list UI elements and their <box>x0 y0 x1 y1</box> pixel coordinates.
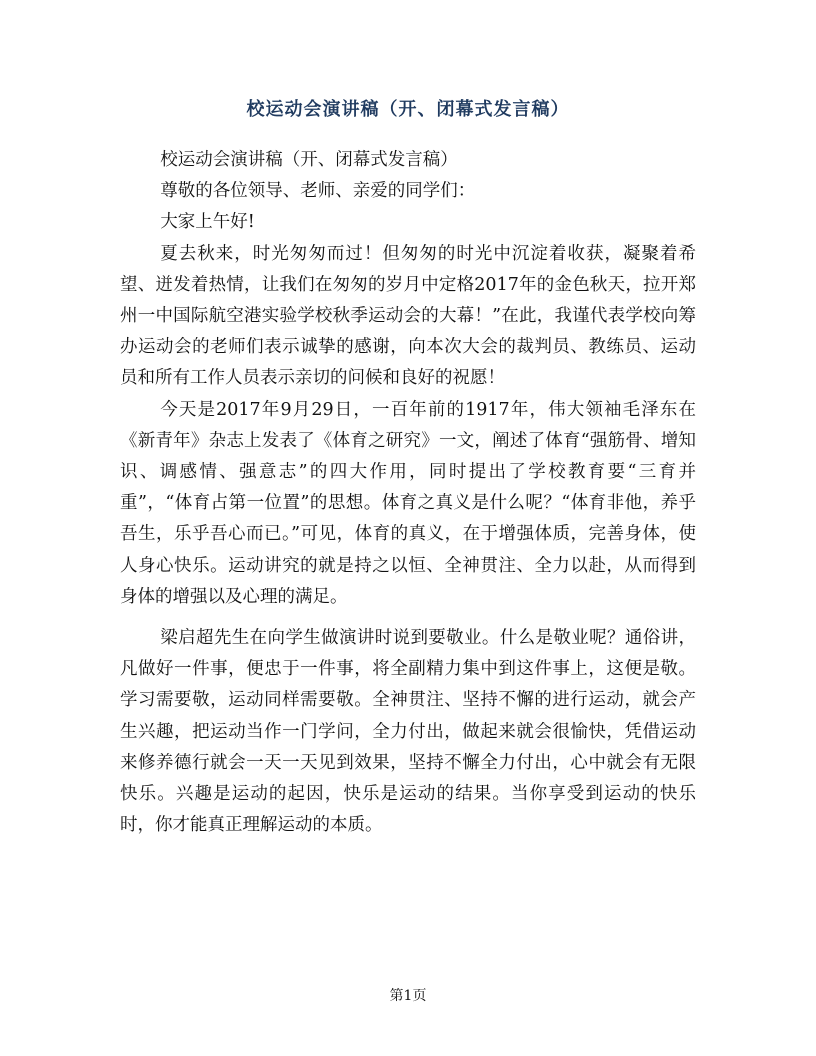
body-paragraph: 梁启超先生在向学生做演讲时说到要敬业。什么是敬业呢？通俗讲，凡做好一件事，便忠于一件事，将全副精力集中到这件事上，这便是敬。学习需要敬，运动同样需要敬。全神贯注、坚持不懈的进行运动，就会产生兴趣，把运动当作一门学问，全力付出，做起来就会很愉快，凭借运动来修养德行就会一天一天见到效果，坚持不懈全力付出，心中就会有无限快乐。兴趣是运动的起因，快乐是运动的结果。当你享受到运动的快乐时，你才能真正理解运动的本质。 <box>120 628 696 836</box>
salutation-paragraph: 尊敬的各位领导、老师、亲爱的同学们： <box>160 181 476 202</box>
document-title: 校运动会演讲稿（开、闭幕式发言稿） <box>246 99 570 120</box>
body-paragraph: 今天是2017年9月29日，一百年前的1917年，伟大领袖毛泽东在《新青年》杂志上发表了《体育之研究》一文，阐述了体育“强筋骨、增知识、调感情、强意志”的四大作用，同时提出了学校教育要“三育并重”，“体育占第一位置”的思想。体育之真义是什么呢？“体育非他，养乎吾生，乐乎吾心而已。”可见，体育的真义，在于增强体质，完善身体，使人身心快乐。运动讲究的就是持之以恒、全神贯注、全力以赴，从而得到身体的增强以及心理的满足。 <box>120 399 696 607</box>
page-number: 第1页 <box>389 988 427 1004</box>
greeting-paragraph: 大家上午好! <box>160 212 255 233</box>
document-body <box>120 145 696 841</box>
body-paragraph: 夏去秋来，时光匆匆而过！但匆匆的时光中沉淀着收获，凝聚着希望、迸发着热情，让我们在匆匆的岁月中定格2017年的金色秋天，拉开郑州一中国际航空港实验学校秋季运动会的大幕！”在此，我谨代表学校向筹办运动会的老师们表示诚挚的感谢，向本次大会的裁判员、教练员、运动员和所有工作人员表示亲切的问候和良好的祝愿！ <box>120 243 696 389</box>
subtitle-paragraph: 校运动会演讲稿（开、闭幕式发言稿） <box>160 150 458 170</box>
